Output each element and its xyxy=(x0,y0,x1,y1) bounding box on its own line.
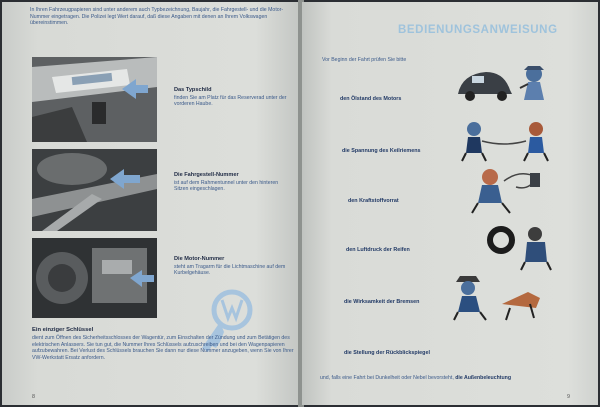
caption-type-plate xyxy=(174,87,289,108)
caption-title: Das Typschild xyxy=(174,87,212,93)
photo-chassis-number xyxy=(32,149,157,231)
fan-belt-illustration-icon xyxy=(460,117,550,162)
tyre-pressure-illustration-icon xyxy=(487,224,557,272)
photo-engine-number-graphic xyxy=(32,238,157,318)
photo-type-plate xyxy=(32,57,157,142)
checklist-item: die Spannung des Keilriemens xyxy=(342,148,421,154)
left-page xyxy=(2,2,300,405)
footer-bold: die Außenbeleuchtung xyxy=(455,375,511,381)
page-number-right: 9 xyxy=(567,394,570,400)
page-number-left: 8 xyxy=(32,394,35,400)
intro-paragraph: In Ihren Fahrzeugpapieren sind unter anderem auch Typbezeichnung, Baujahr, die Fahrgestell- und die Motor-Nummer eingetragen. Die Polizei legt Wert darauf, daß diese Angaben mit denen an Ihrem Volkswagen übereinstimmen. xyxy=(30,7,284,27)
caption-body: finden Sie am Platz für das Reserverad unter der vorderen Haube. xyxy=(174,95,287,108)
checklist-item: den Kraftstoffvorrat xyxy=(348,198,399,204)
right-page xyxy=(302,2,598,405)
caption-body: steht am Tragarm für die Lichtmaschine auf dem Kurbelgehäuse. xyxy=(174,264,286,277)
caption-body: ist auf dem Rahmentunnel unter den hinteren Sitzen eingeschlagen. xyxy=(174,180,279,193)
caption-chassis-number xyxy=(174,172,289,193)
photo-engine-number xyxy=(32,238,157,318)
caption-title: Die Fahrgestell-Nummer xyxy=(174,172,239,178)
brakes-illustration-icon xyxy=(450,274,550,322)
checklist-intro: Vor Beginn der Fahrt prüfen Sie bitte xyxy=(322,57,407,63)
caption-engine-number xyxy=(174,256,289,277)
checklist-item: die Wirksamkeit der Bremsen xyxy=(344,299,420,305)
fuel-illustration-icon xyxy=(460,167,550,215)
key-section-title: Ein einziger Schlüssel xyxy=(32,327,94,333)
car-oil-illustration-icon xyxy=(452,60,562,105)
page-heading: BEDIENUNGSANWEISUNG xyxy=(398,24,558,36)
checklist-item: den Ölstand des Motors xyxy=(340,96,402,102)
checklist-item: den Luftdruck der Reifen xyxy=(346,247,410,253)
footer-text: und, falls eine Fahrt bei Dunkelheit oder Nebel bevorsteht, xyxy=(320,375,454,381)
key-section-body: dient zum Öffnen des Sicherheitsschlosses der Wagentür, zum Einschalten der Zündung und zum Betätigen des elektrischen Anlassers. Sie tun gut, die Nummer Ihres Schlüssels aufzuschreiben und bei den Wagenpapieren aufzubewahren. Bei Verlust des Schlüssels brauchen Sie dann nur diese Nummer anzugeben, wenn Sie von Ihrer VW-Werkstatt Ersatz anfordern. xyxy=(32,335,294,361)
photo-chassis-number-graphic xyxy=(32,149,157,231)
caption-title: Die Motor-Nummer xyxy=(174,256,225,262)
photo-type-plate-graphic xyxy=(32,57,157,142)
checklist-item: die Stellung der Rückblickspiegel xyxy=(344,350,430,356)
checklist-footer xyxy=(320,375,590,381)
